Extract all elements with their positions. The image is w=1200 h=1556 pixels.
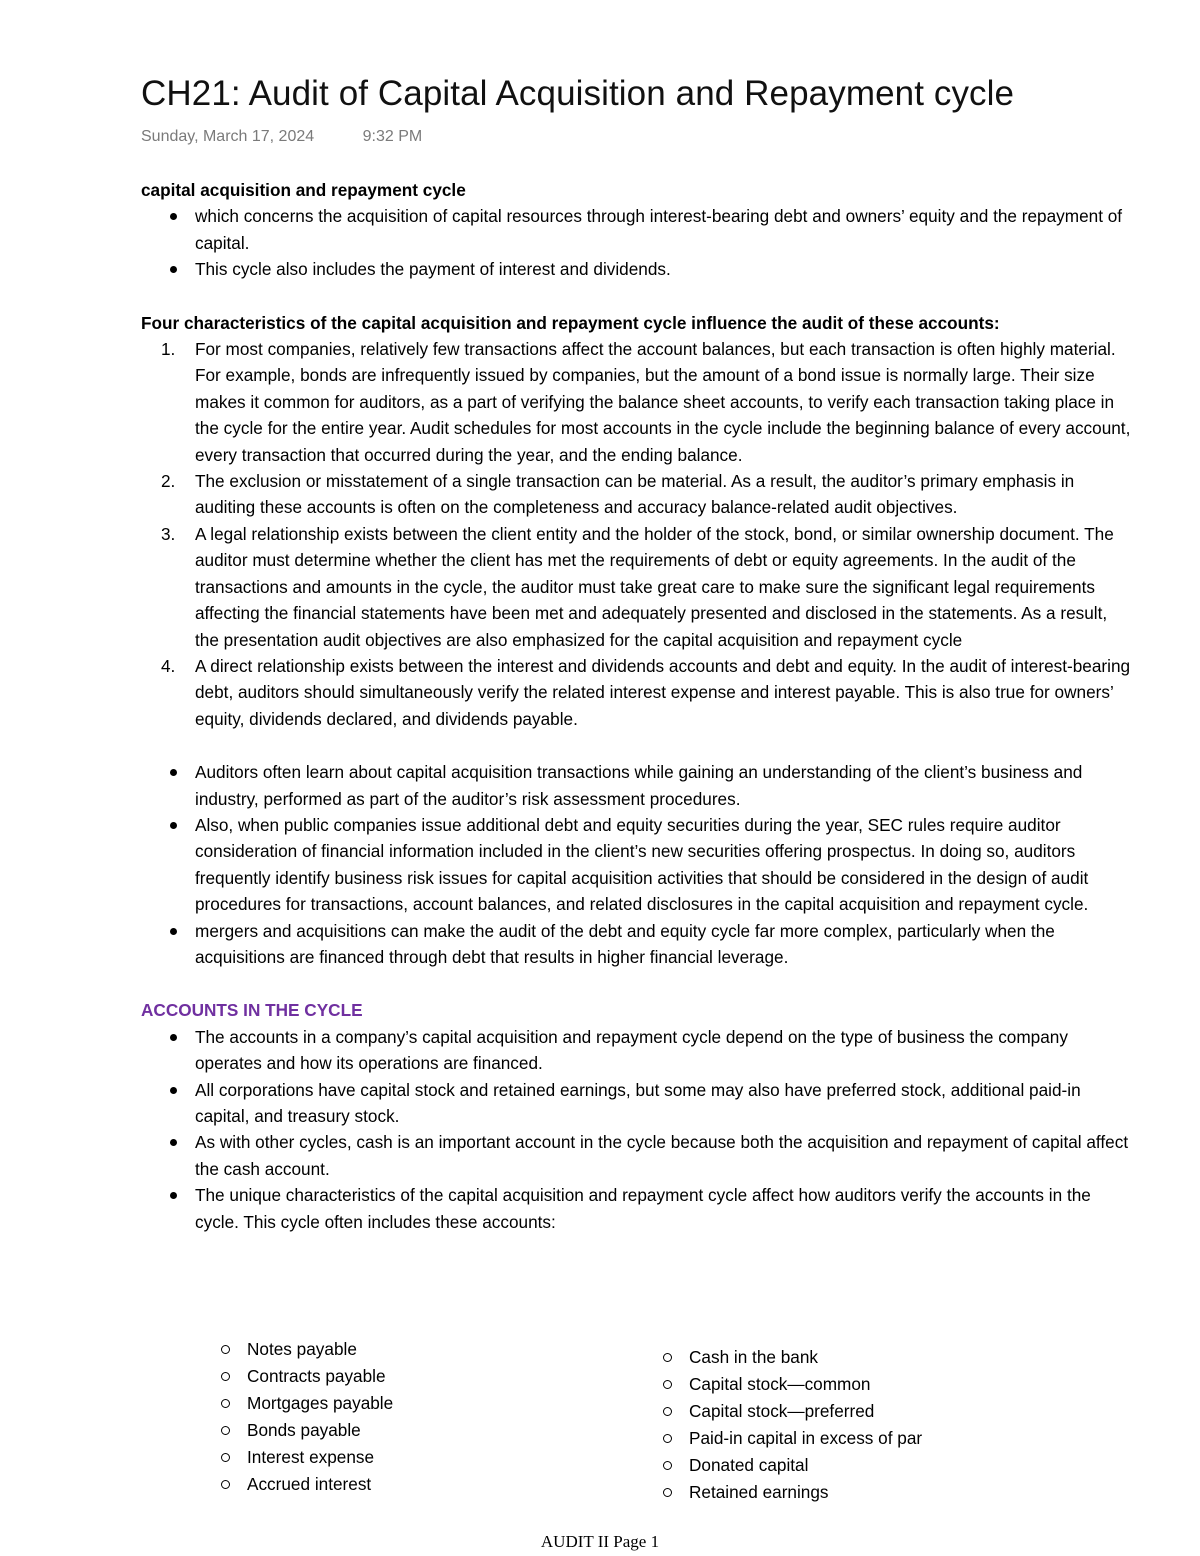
list-item [141,521,1131,653]
accounts-column-left [219,1336,393,1498]
account-item: Accrued interest [219,1471,393,1498]
page-time: 9:32 PM [362,128,423,145]
account-item: Mortgages payable [219,1390,393,1417]
page-meta [141,128,422,146]
list-item: mergers and acquisitions can make the audit of the debt and equity cycle far more complex, particularly when the acquisitions are financed through debt that results in higher financial leverage. [141,918,1131,971]
intro-heading: capital acquisition and repayment cycle [141,180,466,200]
account-item: Cash in the bank [661,1344,922,1371]
account-item: Retained earnings [661,1479,922,1506]
list-item: The unique characteristics of the capital acquisition and repayment cycle affect how auditors verify the accounts in the cycle. This cycle often includes these accounts: [141,1182,1131,1235]
accounts-columns [141,1336,1141,1502]
account-item: Notes payable [219,1336,393,1363]
list-item: Also, when public companies issue additional debt and equity securities during the year, SEC rules require auditor consideration of financial information included in the client’s new securities offering prospectus. In doing so, auditors frequently identify business risk issues for capital acquisition activities that should be considered in the design of audit procedures for transactions, account balances, and related disclosures in the capital acquisition and repayment cycle. [141,812,1131,918]
page-date: Sunday, March 17, 2024 [141,128,315,145]
item-text: For most companies, relatively few transactions affect the account balances, but each transaction is often highly material. For example, bonds are infrequently issued by companies, but the amount of a bond issue is normally large. Their size makes it common for auditors, as a part of verifying the balance sheet accounts, to verify each transaction taking place in the cycle for the entire year. Audit schedules for most accounts in the cycle include the beginning balance of every account, every transaction that occurred during the year, and the ending balance. [195,339,1131,465]
list-item: All corporations have capital stock and retained earnings, but some may also have preferred stock, additional paid-in capital, and treasury stock. [141,1077,1131,1130]
account-item: Interest expense [219,1444,393,1471]
characteristics-heading: Four characteristics of the capital acquisition and repayment cycle influence the audit of these accounts: [141,312,1000,333]
item-number: 2. [161,471,176,492]
account-item: Capital stock—preferred [661,1398,922,1425]
list-item [141,653,1131,732]
list-item: which concerns the acquisition of capital resources through interest-bearing debt and owners’ equity and the repayment of capital. [141,203,1131,256]
notes-list [141,759,1131,970]
accounts-column-right [661,1344,922,1506]
page-title: CH21: Audit of Capital Acquisition and Repayment cycle [141,74,1015,113]
item-text: A direct relationship exists between the interest and dividends accounts and debt and equity. In the audit of interest-bearing debt, auditors should simultaneously verify the related interest expense and interest payable. This is also true for owners’ equity, dividends declared, and dividends payable. [195,655,1131,729]
list-item: Auditors often learn about capital acquisition transactions while gaining an understanding of the client’s business and industry, performed as part of the auditor’s risk assessment procedures. [141,759,1131,812]
account-item: Paid-in capital in excess of par [661,1425,922,1452]
list-item: The accounts in a company’s capital acquisition and repayment cycle depend on the type of business the company operates and how its operations are financed. [141,1024,1131,1077]
account-item: Capital stock—common [661,1371,922,1398]
item-number: 3. [161,523,176,544]
page-footer: AUDIT II Page 1 [540,1532,660,1551]
item-number: 1. [161,339,176,360]
list-item [141,336,1131,468]
account-item: Contracts payable [219,1363,393,1390]
characteristics-list [141,336,1131,732]
list-item [141,468,1131,521]
item-text: A legal relationship exists between the client entity and the holder of the stock, bond, or similar ownership document. The auditor must determine whether the client has met the requirements of debt or equity agreements. In the audit of the transactions and amounts in the cycle, the auditor must take great care to make sure the significant legal requirements affecting the financial statements have been met and adequately presented and disclosed in the statements. As a result, the presentation audit objectives are also emphasized for the capital acquisition and repayment cycle [195,523,1114,650]
item-text: The exclusion or misstatement of a single transaction can be material. As a result, the auditor’s primary emphasis in auditing these accounts is often on the completeness and accuracy balance-related audit objectives. [195,471,1075,518]
list-item: This cycle also includes the payment of interest and dividends. [141,256,1131,282]
section-heading-accounts: ACCOUNTS IN THE CYCLE [141,1000,363,1021]
note-body [141,177,1131,1235]
account-item: Donated capital [661,1452,922,1479]
accounts-bullets [141,1024,1131,1235]
item-number: 4. [161,655,176,676]
account-item: Bonds payable [219,1417,393,1444]
intro-list [141,203,1131,282]
list-item: As with other cycles, cash is an important account in the cycle because both the acquisition and repayment of capital affect the cash account. [141,1129,1131,1182]
